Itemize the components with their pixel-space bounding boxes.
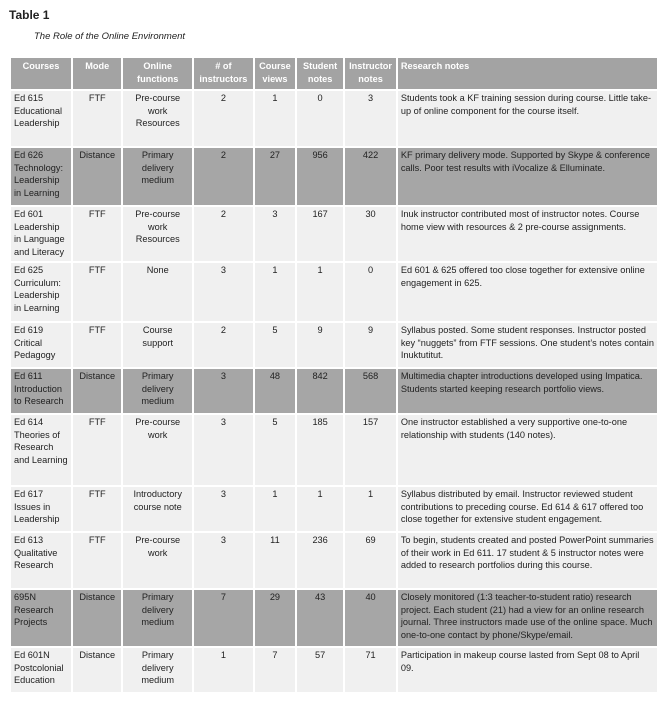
cell-mode: FTF: [73, 91, 121, 146]
cell-instructor-notes: 9: [345, 323, 396, 367]
cell-research-notes: Students took a KF training session during course. Little take-up of online component for the course itself.: [398, 91, 657, 146]
cell-course-views: 48: [255, 369, 295, 413]
cell-research-notes: Multimedia chapter introductions developed using Impatica. Students started keeping research portfolio views.: [398, 369, 657, 413]
cell-num-instructors: 3: [194, 369, 253, 413]
cell-student-notes: 43: [297, 590, 343, 646]
cell-num-instructors: 3: [194, 415, 253, 485]
cell-num-instructors: 7: [194, 590, 253, 646]
cell-student-notes: 9: [297, 323, 343, 367]
cell-num-instructors: 2: [194, 207, 253, 261]
cell-num-instructors: 2: [194, 91, 253, 146]
cell-student-notes: 1: [297, 487, 343, 531]
cell-mode: Distance: [73, 369, 121, 413]
cell-online-functions: Primary delivery medium: [123, 148, 191, 205]
cell-mode: Distance: [73, 648, 121, 692]
cell-student-notes: 956: [297, 148, 343, 205]
header-num-instructors: # of instructors: [194, 58, 253, 89]
cell-online-functions: Introductory course note: [123, 487, 191, 531]
table-row: [11, 148, 657, 205]
cell-course-views: 27: [255, 148, 295, 205]
cell-num-instructors: 3: [194, 263, 253, 321]
table-row: [11, 369, 657, 413]
header-student-notes: Student notes: [297, 58, 343, 89]
cell-research-notes: Ed 601 & 625 offered too close together for extensive online engagement in 625.: [398, 263, 657, 321]
cell-student-notes: 236: [297, 533, 343, 588]
cell-instructor-notes: 40: [345, 590, 396, 646]
cell-instructor-notes: 422: [345, 148, 396, 205]
table-caption: The Role of the Online Environment: [34, 31, 186, 42]
cell-course-views: 5: [255, 323, 295, 367]
header-online-functions: Online functions: [123, 58, 191, 89]
cell-instructor-notes: 30: [345, 207, 396, 261]
cell-research-notes: One instructor established a very supportive one-to-one relationship with students (140 notes).: [398, 415, 657, 485]
cell-student-notes: 167: [297, 207, 343, 261]
cell-course: Ed 613 Qualitative Research: [11, 533, 71, 588]
cell-num-instructors: 1: [194, 648, 253, 692]
cell-course-views: 1: [255, 487, 295, 531]
header-mode: Mode: [73, 58, 121, 89]
table-row: [11, 533, 657, 588]
cell-course: Ed 601N Postcolonial Education: [11, 648, 71, 692]
cell-num-instructors: 3: [194, 533, 253, 588]
cell-mode: FTF: [73, 533, 121, 588]
cell-research-notes: Participation in makeup course lasted from Sept 08 to April 09.: [398, 648, 657, 692]
cell-instructor-notes: 3: [345, 91, 396, 146]
table-header-row: [11, 58, 657, 89]
table-title: Table 1: [9, 8, 50, 22]
cell-course-views: 11: [255, 533, 295, 588]
cell-student-notes: 1: [297, 263, 343, 321]
cell-course: Ed 626 Technology: Leadership in Learning: [11, 148, 71, 205]
cell-online-functions: Primary delivery medium: [123, 590, 191, 646]
cell-course: Ed 615 Educational Leadership: [11, 91, 71, 146]
cell-online-functions: Pre-course work Resources: [123, 91, 191, 146]
table-row: [11, 415, 657, 485]
cell-research-notes: Closely monitored (1:3 teacher-to-student ratio) research project. Each student (21) had a view for an online research journal. Three instructors made use of the online space. Much one-to-one contact by phone/Skype/email.: [398, 590, 657, 646]
cell-instructor-notes: 69: [345, 533, 396, 588]
cell-online-functions: Pre-course work: [123, 533, 191, 588]
cell-course-views: 5: [255, 415, 295, 485]
cell-course-views: 1: [255, 91, 295, 146]
cell-course-views: 7: [255, 648, 295, 692]
cell-mode: FTF: [73, 487, 121, 531]
cell-course: 695N Research Projects: [11, 590, 71, 646]
cell-research-notes: Syllabus distributed by email. Instructor reviewed student contributions to preceding course. Ed 614 & 617 offered too close together for extensive student engagement.: [398, 487, 657, 531]
role-of-online-environment-table: [9, 56, 659, 694]
table-row: [11, 263, 657, 321]
cell-mode: FTF: [73, 323, 121, 367]
header-research-notes: Research notes: [398, 58, 657, 89]
cell-online-functions: Primary delivery medium: [123, 369, 191, 413]
cell-course: Ed 619 Critical Pedagogy: [11, 323, 71, 367]
cell-online-functions: Course support: [123, 323, 191, 367]
cell-course-views: 3: [255, 207, 295, 261]
table-row: [11, 207, 657, 261]
cell-student-notes: 57: [297, 648, 343, 692]
cell-instructor-notes: 568: [345, 369, 396, 413]
table-row: [11, 590, 657, 646]
cell-instructor-notes: 1: [345, 487, 396, 531]
cell-mode: FTF: [73, 207, 121, 261]
cell-num-instructors: 2: [194, 323, 253, 367]
cell-instructor-notes: 0: [345, 263, 396, 321]
table-row: [11, 91, 657, 146]
cell-course: Ed 614 Theories of Research and Learning: [11, 415, 71, 485]
cell-mode: FTF: [73, 415, 121, 485]
cell-online-functions: Pre-course work Resources: [123, 207, 191, 261]
cell-mode: Distance: [73, 590, 121, 646]
cell-instructor-notes: 157: [345, 415, 396, 485]
table-row: [11, 323, 657, 367]
cell-instructor-notes: 71: [345, 648, 396, 692]
header-instructor-notes: Instructor notes: [345, 58, 396, 89]
header-course-views: Course views: [255, 58, 295, 89]
cell-research-notes: KF primary delivery mode. Supported by Skype & conference calls. Poor test results with iVocalize & Elluminate.: [398, 148, 657, 205]
cell-num-instructors: 2: [194, 148, 253, 205]
cell-course-views: 29: [255, 590, 295, 646]
cell-online-functions: Pre-course work: [123, 415, 191, 485]
cell-student-notes: 185: [297, 415, 343, 485]
cell-student-notes: 0: [297, 91, 343, 146]
cell-course: Ed 617 Issues in Leadership: [11, 487, 71, 531]
cell-mode: FTF: [73, 263, 121, 321]
cell-mode: Distance: [73, 148, 121, 205]
cell-student-notes: 842: [297, 369, 343, 413]
cell-course: Ed 601 Leadership in Language and Literacy: [11, 207, 71, 261]
table-row: [11, 487, 657, 531]
cell-course: Ed 625 Curriculum: Leadership in Learning: [11, 263, 71, 321]
cell-num-instructors: 3: [194, 487, 253, 531]
cell-research-notes: Inuk instructor contributed most of instructor notes. Course home view with resources & 2 pre-course assignments.: [398, 207, 657, 261]
cell-research-notes: To begin, students created and posted PowerPoint summaries of their work in Ed 611. 17 student & 5 instructor notes were added to research portfolios during this course.: [398, 533, 657, 588]
cell-online-functions: None: [123, 263, 191, 321]
cell-course: Ed 611 Introduction to Research: [11, 369, 71, 413]
cell-course-views: 1: [255, 263, 295, 321]
table-row: [11, 648, 657, 692]
cell-online-functions: Primary delivery medium: [123, 648, 191, 692]
header-courses: Courses: [11, 58, 71, 89]
cell-research-notes: Syllabus posted. Some student responses. Instructor posted key “nuggets” from FTF sessions. One student’s notes contain Inuktutitut.: [398, 323, 657, 367]
